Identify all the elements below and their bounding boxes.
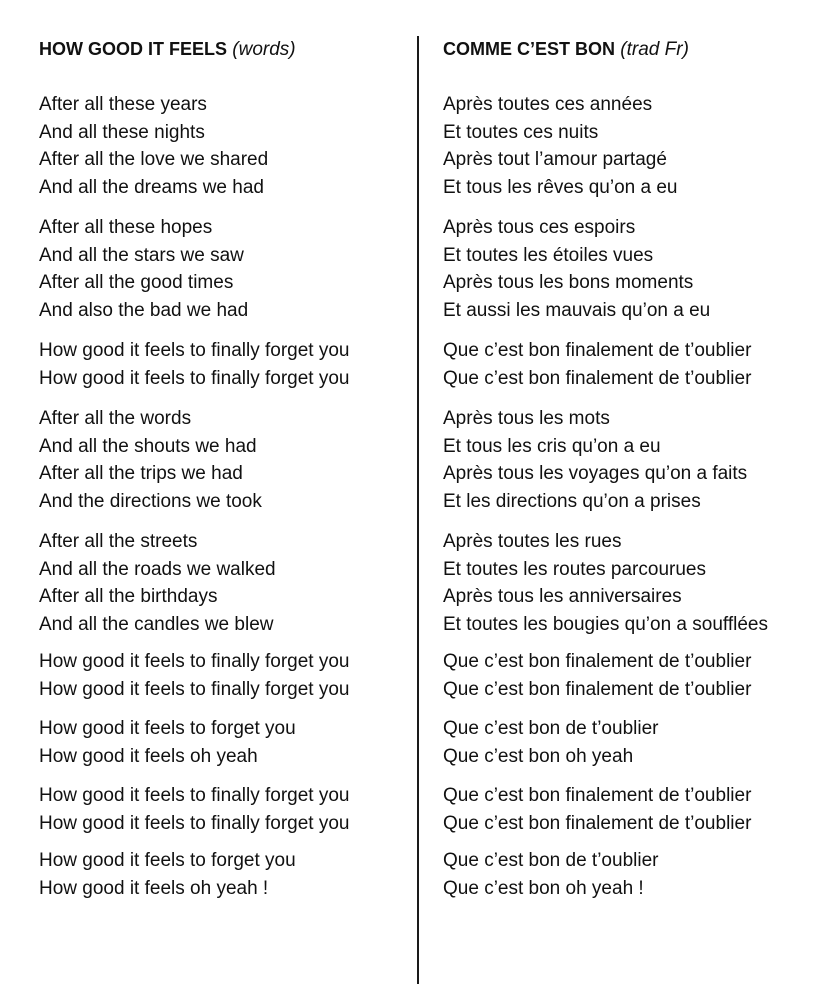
french-title: COMME C’EST BON: [443, 39, 616, 59]
lyric-line: And all the dreams we had: [39, 176, 264, 198]
lyric-line: Et toutes les routes parcourues: [443, 558, 706, 580]
lyric-line: Que c’est bon finalement de t’oublier: [443, 785, 752, 806]
lyric-line: Que c’est bon de t’oublier: [443, 850, 659, 871]
lyric-line: After all the streets: [39, 531, 198, 552]
lyric-line: Après tout l’amour partagé: [443, 149, 667, 170]
lyric-line: After all these hopes: [39, 217, 213, 238]
stanza: [443, 648, 828, 703]
lyric-line: And all the stars we saw: [39, 244, 244, 266]
lyric-line: After all the love we shared: [39, 149, 269, 170]
lyric-line: Après tous les mots: [443, 408, 610, 429]
lyric-line: Après tous les anniversaires: [443, 586, 682, 607]
lyric-line: And all the candles we blew: [39, 613, 274, 635]
stanza: [39, 91, 409, 201]
lyric-line: Après tous ces espoirs: [443, 217, 636, 238]
lyric-line: Et tous les rêves qu’on a eu: [443, 176, 678, 198]
stanza: [443, 214, 828, 324]
lyric-line: How good it feels to finally forget you: [39, 785, 350, 806]
lyric-line: Que c’est bon finalement de t’oublier: [443, 367, 752, 389]
lyric-line: After all the trips we had: [39, 463, 243, 484]
stanza: [39, 847, 409, 902]
lyric-line: Que c’est bon finalement de t’oublier: [443, 812, 752, 834]
lyric-line: How good it feels to forget you: [39, 718, 296, 739]
english-title: HOW GOOD IT FEELS: [39, 39, 227, 59]
lyric-line: How good it feels oh yeah !: [39, 877, 269, 899]
english-heading: [39, 36, 409, 64]
lyric-line: Après toutes ces années: [443, 94, 653, 115]
lyric-line: How good it feels to forget you: [39, 850, 296, 871]
lyric-line: And all these nights: [39, 121, 205, 143]
stanza: [39, 405, 409, 515]
lyric-line: And also the bad we had: [39, 299, 249, 321]
lyric-line: And the directions we took: [39, 490, 262, 512]
stanza: [39, 715, 409, 770]
lyric-line: How good it feels to finally forget you: [39, 812, 350, 834]
stanza: [443, 847, 828, 902]
stanza: [39, 337, 409, 392]
lyric-line: How good it feels to finally forget you: [39, 340, 350, 361]
lyric-line: Après toutes les rues: [443, 531, 622, 552]
lyric-line: Et tous les cris qu’on a eu: [443, 435, 661, 457]
lyric-line: Que c’est bon finalement de t’oublier: [443, 678, 752, 700]
lyric-line: Que c’est bon de t’oublier: [443, 718, 659, 739]
lyric-line: Et toutes les bougies qu’on a soufflées: [443, 613, 768, 635]
lyric-line: After all the words: [39, 408, 192, 429]
lyric-line: How good it feels to finally forget you: [39, 678, 350, 700]
lyric-line: Que c’est bon oh yeah !: [443, 877, 644, 899]
lyric-line: And all the roads we walked: [39, 558, 276, 580]
lyric-line: Et toutes ces nuits: [443, 121, 599, 143]
english-note: (words): [232, 39, 296, 60]
lyric-line: After all these years: [39, 94, 207, 115]
lyric-line: After all the good times: [39, 272, 234, 293]
lyric-line: Après tous les bons moments: [443, 272, 694, 293]
lyric-line: Et toutes les étoiles vues: [443, 244, 654, 266]
english-stanzas: [39, 91, 409, 902]
lyric-line: How good it feels to finally forget you: [39, 651, 350, 672]
stanza: [39, 528, 409, 638]
lyric-line: Et aussi les mauvais qu’on a eu: [443, 299, 711, 321]
lyric-line: Que c’est bon finalement de t’oublier: [443, 340, 752, 361]
lyric-line: How good it feels to finally forget you: [39, 367, 350, 389]
french-note: (trad Fr): [620, 39, 689, 60]
english-lyrics-column: [39, 36, 409, 902]
lyric-line: And all the shouts we had: [39, 435, 257, 457]
stanza: [443, 405, 828, 515]
french-heading: [443, 36, 828, 64]
french-stanzas: [443, 91, 828, 902]
stanza: [39, 648, 409, 703]
stanza: [443, 91, 828, 201]
stanza: [443, 715, 828, 770]
lyric-line: After all the birthdays: [39, 586, 218, 607]
lyric-line: Après tous les voyages qu’on a faits: [443, 463, 748, 484]
column-divider: [417, 36, 419, 984]
stanza: [39, 214, 409, 324]
lyric-line: Et les directions qu’on a prises: [443, 490, 701, 512]
lyric-line: How good it feels oh yeah: [39, 745, 258, 767]
stanza: [443, 782, 828, 837]
lyric-line: Que c’est bon finalement de t’oublier: [443, 651, 752, 672]
lyric-line: Que c’est bon oh yeah: [443, 745, 634, 767]
stanza: [39, 782, 409, 837]
stanza: [443, 528, 828, 638]
french-lyrics-column: [443, 36, 828, 902]
stanza: [443, 337, 828, 392]
